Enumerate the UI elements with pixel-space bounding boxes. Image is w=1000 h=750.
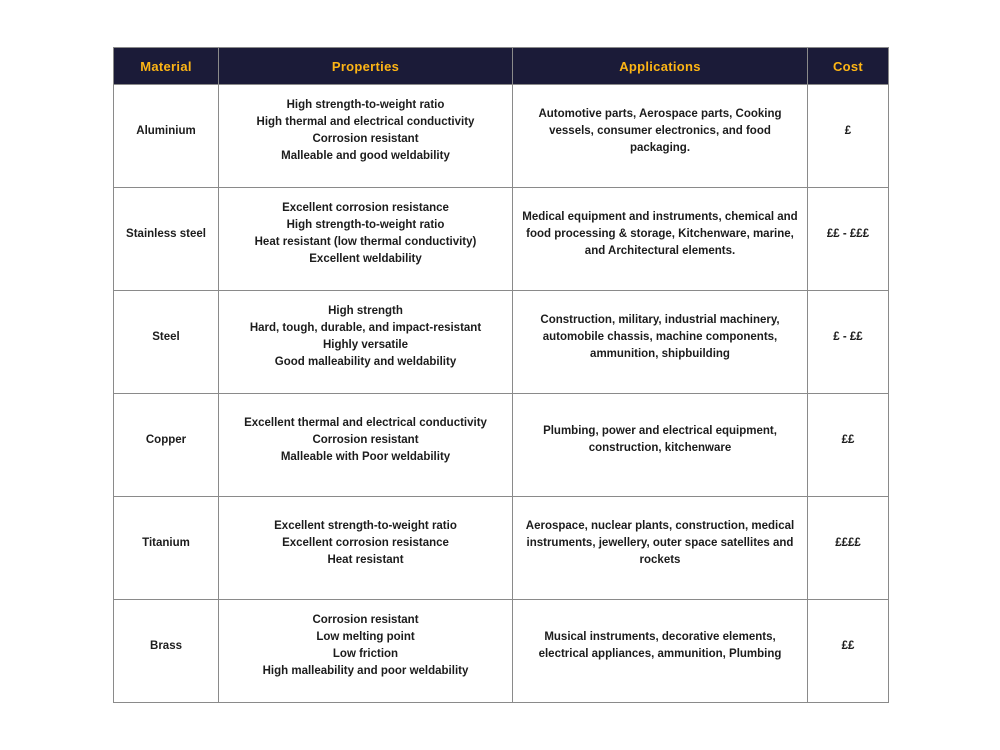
property-line: High thermal and electrical conductivity	[256, 116, 475, 128]
header-material: Material	[114, 48, 219, 85]
material-cell: Steel	[114, 291, 219, 394]
cost-cell: ££	[808, 394, 889, 497]
properties-cell	[219, 85, 513, 188]
properties-cell	[219, 497, 513, 600]
properties-cell	[219, 188, 513, 291]
header-row	[114, 48, 889, 85]
property-line: Excellent strength-to-weight ratio	[274, 519, 457, 532]
property-line: Excellent weldability	[309, 253, 422, 265]
property-line: High strength-to-weight ratio	[286, 99, 445, 111]
cost-cell: £	[808, 85, 889, 188]
cost-cell: £ - ££	[808, 291, 889, 394]
header-applications: Applications	[513, 48, 808, 85]
properties-cell	[219, 600, 513, 703]
applications-cell: Musical instruments, decorative elements, electrical appliances, ammunition, Plumbing	[513, 600, 808, 703]
material-cell: Copper	[114, 394, 219, 497]
applications-cell: Construction, military, industrial machinery, automobile chassis, machine components, ammunition, shipbuilding	[513, 291, 808, 394]
material-cell: Titanium	[114, 497, 219, 600]
table-row-brass	[114, 600, 889, 703]
applications-cell: Medical equipment and instruments, chemical and food processing & storage, Kitchenware, marine, and Architectural elements.	[513, 188, 808, 291]
property-line: Excellent corrosion resistance	[282, 536, 449, 549]
property-line: High malleability and poor weldability	[262, 665, 469, 677]
property-line: Corrosion resistant	[312, 433, 419, 446]
header-properties: Properties	[219, 48, 513, 85]
property-line: Heat resistant (low thermal conductivity)	[254, 236, 477, 248]
cost-cell: ££ - £££	[808, 188, 889, 291]
material-cell: Aluminium	[114, 85, 219, 188]
property-line: Malleable and good weldability	[281, 150, 450, 162]
table-row-aluminium	[114, 85, 889, 188]
property-line: Good malleability and weldability	[274, 356, 457, 368]
material-cell: Brass	[114, 600, 219, 703]
property-line: Excellent thermal and electrical conductivity	[244, 416, 487, 429]
property-line: Heat resistant	[327, 553, 404, 566]
property-line: Low melting point	[316, 631, 415, 643]
property-line: Excellent corrosion resistance	[282, 202, 449, 214]
property-line: Hard, tough, durable, and impact-resistant	[249, 322, 482, 334]
property-line: Corrosion resistant	[312, 614, 419, 626]
property-line: Malleable with Poor weldability	[280, 450, 451, 463]
cost-cell: ££££	[808, 497, 889, 600]
cost-cell: ££	[808, 600, 889, 703]
property-line: High strength-to-weight ratio	[286, 219, 445, 231]
materials-table	[113, 47, 889, 703]
applications-cell: Automotive parts, Aerospace parts, Cooking vessels, consumer electronics, and food packaging.	[513, 85, 808, 188]
property-line: High strength	[328, 305, 403, 317]
table-row-steel	[114, 291, 889, 394]
applications-cell: Aerospace, nuclear plants, construction, medical instruments, jewellery, outer space satellites and rockets	[513, 497, 808, 600]
properties-cell	[219, 291, 513, 394]
material-cell: Stainless steel	[114, 188, 219, 291]
table-row-stainless-steel	[114, 188, 889, 291]
property-line: Corrosion resistant	[312, 133, 419, 145]
property-line: Highly versatile	[322, 339, 408, 351]
header-cost: Cost	[808, 48, 889, 85]
properties-cell	[219, 394, 513, 497]
table-row-titanium	[114, 497, 889, 600]
property-line: Low friction	[332, 648, 399, 660]
table-row-copper	[114, 394, 889, 497]
applications-cell: Plumbing, power and electrical equipment, construction, kitchenware	[513, 394, 808, 497]
